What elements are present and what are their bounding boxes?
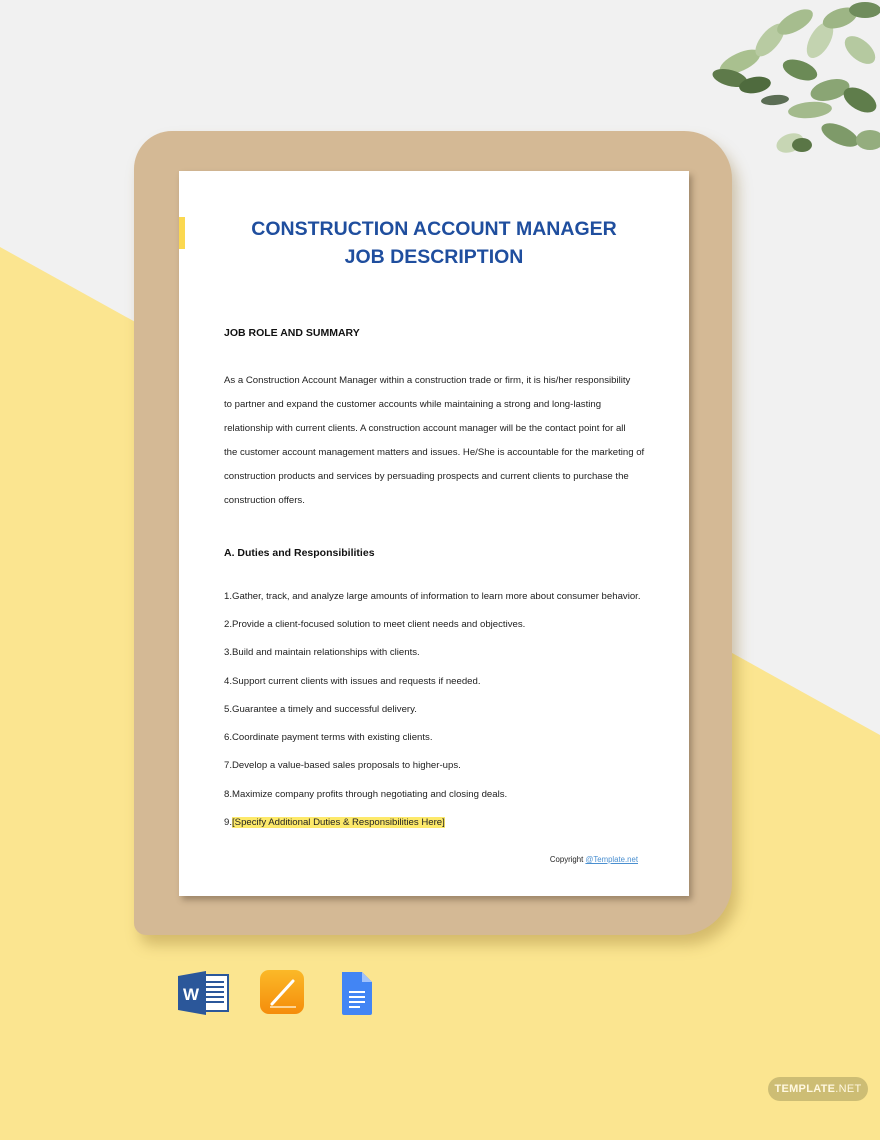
duty-item: 5.Guarantee a timely and successful delivery. — [224, 704, 417, 715]
copyright-link[interactable]: @Template.net — [585, 855, 638, 864]
duty-number: 9. — [224, 817, 233, 828]
google-docs-icon[interactable] — [340, 970, 374, 1016]
title-line-2: JOB DESCRIPTION — [344, 246, 524, 268]
duty-item: 2.Provide a client-focused solution to meet client needs and objectives. — [224, 619, 526, 630]
section-heading-job-role: JOB ROLE AND SUMMARY — [224, 327, 360, 339]
duty-item: 6.Coordinate payment terms with existing clients. — [224, 732, 433, 743]
summary-line: to partner and expand the customer accounts while maintaining a strong and long-lasting — [224, 399, 602, 410]
copyright-notice — [550, 855, 638, 864]
summary-line: As a Construction Account Manager within a construction trade or firm, it is his/her responsibility — [224, 375, 631, 386]
copyright-label: Copyright — [549, 855, 586, 864]
duty-item: 7.Develop a value-based sales proposals to higher-ups. — [224, 760, 461, 771]
document-title — [179, 215, 689, 271]
document-page — [179, 171, 689, 896]
section-heading-duties: A. Duties and Responsibilities — [224, 547, 375, 559]
duty-item: 4.Support current clients with issues and requests if needed. — [224, 676, 481, 687]
duty-item: 1.Gather, track, and analyze large amounts of information to learn more about consumer behavior. — [224, 591, 641, 602]
watermark-light: .NET — [835, 1083, 862, 1095]
placeholder-highlight[interactable]: [Specify Additional Duties & Responsibilities Here] — [232, 817, 445, 828]
summary-line: relationship with current clients. A construction account manager will be the contact point for all — [224, 423, 626, 434]
title-line-1: CONSTRUCTION ACCOUNT MANAGER — [251, 218, 617, 240]
summary-paragraph — [224, 369, 654, 513]
watermark-bold: TEMPLATE — [774, 1083, 836, 1095]
word-icon[interactable] — [178, 970, 230, 1016]
duty-item: 3.Build and maintain relationships with clients. — [224, 647, 420, 658]
pages-icon[interactable] — [260, 970, 304, 1014]
summary-line: the customer account management matters and issues. He/She is accountable for the marketing of — [224, 447, 645, 458]
duty-item: 8.Maximize company profits through negotiating and closing deals. — [224, 789, 508, 800]
plant-decoration — [700, 0, 880, 160]
summary-line: construction products and services by persuading prospects and current clients to purchase the — [224, 471, 629, 482]
duty-item-placeholder — [224, 817, 445, 828]
summary-line: construction offers. — [224, 495, 305, 506]
template-net-watermark — [768, 1077, 868, 1101]
svg-text:W: W — [182, 985, 200, 1004]
